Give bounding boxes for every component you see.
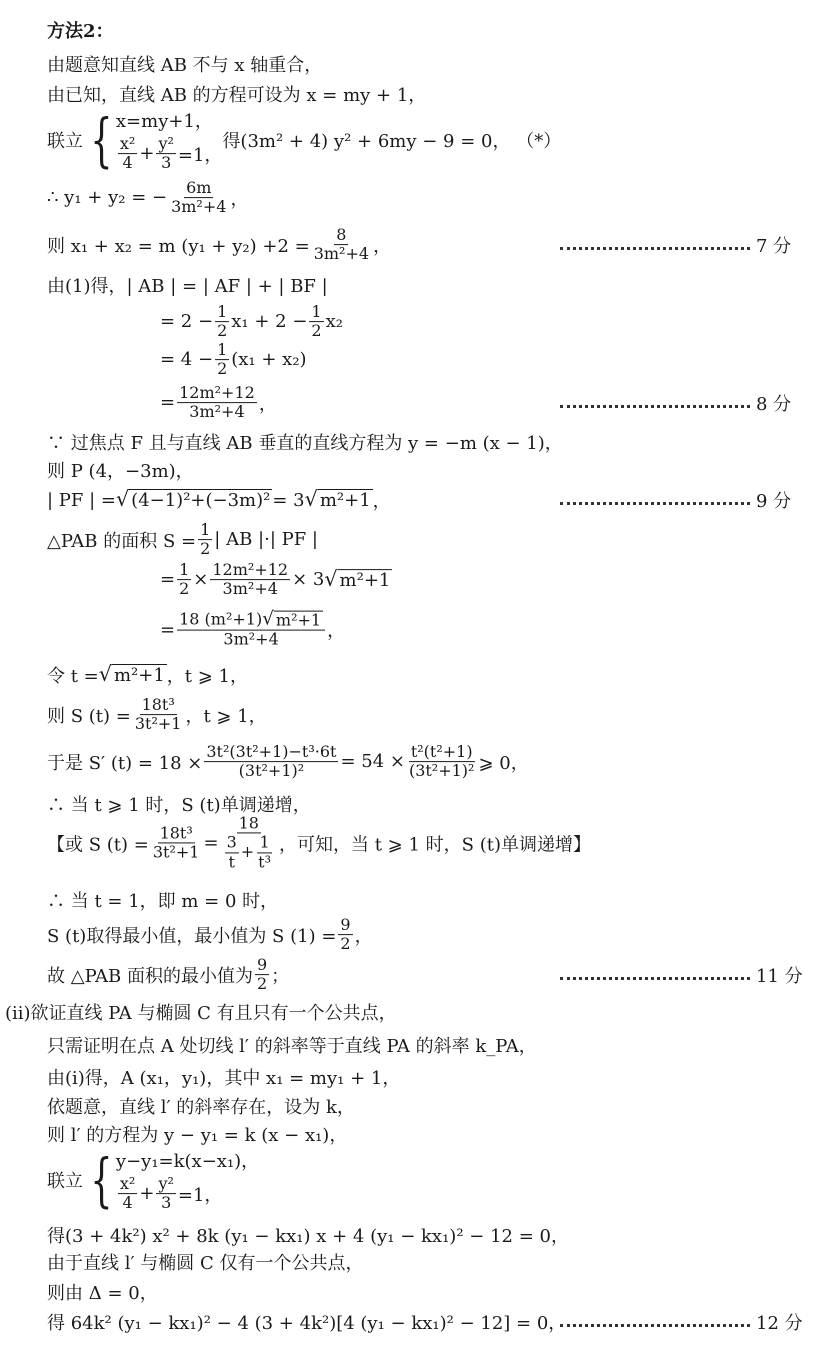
text-run: 3m²+4: [222, 579, 278, 599]
dotted-leader: [560, 1324, 750, 1327]
text-run: y−y₁=k(x−x₁)，: [115, 1151, 260, 1173]
denominator: [309, 323, 323, 341]
numerator: [215, 341, 229, 360]
text-run: 得(3 + 4k²) x² + 8k (y₁ − kx₁) x + 4 (y₁ − kx₁)² − 12 = 0，: [47, 1226, 569, 1247]
text-run: =: [203, 832, 219, 854]
solution-line: [47, 51, 322, 77]
text-run: (3t²+1)²: [238, 761, 305, 781]
radical-sign: √: [304, 487, 318, 511]
solution-line: [160, 341, 307, 379]
text-run: 依题意，直线 l′ 的斜率存在，设为 k，: [47, 1097, 355, 1118]
score-label: 11 分: [756, 966, 803, 987]
score-marker: [560, 962, 803, 988]
numerator: [118, 135, 137, 154]
text-run: 2: [256, 974, 268, 994]
text-run: ⩾ 0，: [478, 753, 529, 774]
solution-line: [47, 956, 289, 994]
denominator: [121, 1195, 135, 1213]
text-run: ∴ 当 t = 1，即 m = 0 时，: [47, 891, 279, 912]
text-run: 6m: [186, 178, 212, 198]
solution-line: [47, 272, 328, 298]
text-run: 故 △PAB 面积的最小值为: [47, 966, 253, 987]
fraction: [312, 226, 371, 264]
text-run: = 3: [272, 489, 305, 511]
radical-sign: √: [262, 608, 274, 630]
denominator: [256, 853, 273, 871]
fraction: [177, 561, 191, 599]
radical-sign: √: [98, 662, 112, 686]
denominator: [121, 155, 135, 173]
text-run: ，: [373, 236, 392, 257]
fraction: [156, 135, 175, 173]
system-row: [116, 1175, 259, 1213]
text-run: 令 t =: [47, 666, 99, 687]
radicand: [318, 489, 373, 511]
denominator: [221, 834, 277, 872]
left-brace: {: [90, 1146, 113, 1214]
text-run: 3t²+1: [134, 714, 182, 734]
system-row: [116, 107, 223, 133]
numerator: [184, 179, 213, 198]
text-run: ∴ y₁ + y₂ = −: [47, 187, 168, 209]
score-marker: [560, 1309, 803, 1335]
numerator: [215, 303, 229, 322]
square-root: [324, 569, 392, 591]
text-run: =1，: [177, 1185, 223, 1206]
fraction: [407, 743, 477, 781]
text-run: 9: [256, 955, 268, 975]
solution-line: [47, 1309, 566, 1335]
text-run: 2: [217, 359, 228, 379]
system-row: [116, 135, 223, 173]
text-run: ；: [271, 966, 290, 987]
fraction: [151, 824, 202, 862]
text-run: ∴ 当 t ⩾ 1 时，S (t)单调递增，: [47, 795, 311, 816]
fraction: [177, 384, 257, 422]
numerator: [334, 226, 348, 245]
solution-line: [47, 457, 194, 483]
text-run: 由(ⅰ)得，A (x₁，y₁)，其中 x₁ = my₁ + 1，: [47, 1068, 401, 1089]
text-run: ，: [230, 189, 249, 210]
solution-line: [160, 608, 346, 650]
text-run: 3m²+4: [171, 197, 227, 217]
text-run: | PF | =: [47, 489, 116, 511]
solution-line: [47, 791, 311, 817]
fraction: [169, 179, 228, 217]
text-run: =: [160, 569, 176, 591]
text-run: 4: [122, 1193, 133, 1213]
text-run: 得(3m² + 4) y² + 6my − 9 = 0， （*）: [222, 131, 562, 152]
numerator: [156, 135, 175, 154]
text-run: 18 (m²+1): [179, 609, 263, 629]
solution-line: [47, 743, 529, 781]
solution-line: [47, 81, 426, 107]
text-run: m²+1: [275, 610, 322, 630]
numerator: [309, 303, 323, 322]
text-run: 2: [217, 321, 228, 341]
denominator: [255, 976, 269, 994]
text-run: ，t ⩾ 1，: [185, 706, 267, 727]
fraction: [338, 916, 352, 954]
text-run: t²(t²+1): [410, 742, 473, 762]
numerator: [118, 1175, 137, 1194]
text-run: | AB |·| PF |: [214, 529, 318, 551]
text-run: x²: [119, 1174, 136, 1194]
text-run: m²+1: [339, 570, 391, 591]
denominator: [187, 404, 246, 422]
text-run: 2: [340, 934, 351, 954]
text-run: = 2 −: [160, 311, 214, 333]
solution-line: [47, 1032, 537, 1058]
text-run: 3: [161, 153, 172, 173]
square-root: [305, 489, 373, 511]
text-run: × 3: [292, 569, 325, 591]
radical-sign: √: [324, 567, 338, 591]
text-run: 则 l′ 的方程为 y − y₁ = k (x − x₁)，: [47, 1125, 348, 1146]
text-run: 4: [122, 153, 133, 173]
text-run: 12m²+12: [179, 383, 255, 403]
solution-line: [47, 1121, 347, 1147]
text-run: 18t³: [141, 695, 175, 715]
solution-line: [47, 429, 563, 455]
solution-line: [47, 1249, 364, 1275]
text-run: +: [139, 143, 155, 165]
text-run: 得 64k² (y₁ − kx₁)² − 4 (3 + 4k²)[4 (y₁ − kx₁)² − 12] = 0，: [47, 1313, 567, 1334]
square-root: [116, 489, 272, 511]
text-run: +: [240, 842, 255, 862]
square-root: [262, 608, 323, 630]
text-run: y²: [158, 134, 174, 154]
fraction: [177, 608, 325, 650]
system-row: [116, 1147, 259, 1173]
denominator: [237, 763, 307, 781]
text-run: x₁ + 2 −: [231, 311, 308, 333]
text-run: x₂: [325, 311, 343, 333]
text-run: 8: [336, 225, 347, 245]
text-run: 【或 S (t) =: [47, 833, 149, 855]
text-run: S (t)取得最小值，最小值为 S (1) =: [47, 926, 337, 947]
fraction: [225, 834, 239, 872]
denominator: [133, 716, 184, 734]
dotted-leader: [560, 977, 750, 980]
text-run: m²+1: [319, 490, 371, 511]
text-run: (ⅱ)欲证直线 PA 与椭圆 C 有且只有一个公共点，: [5, 1003, 397, 1024]
denominator: [226, 853, 236, 871]
text-run: 1: [179, 560, 190, 580]
score-label: 8 分: [756, 394, 792, 415]
numerator: [156, 1175, 175, 1194]
numerator: [255, 956, 269, 975]
dotted-leader: [560, 405, 750, 408]
numerator: [177, 608, 325, 631]
solution-line: [47, 1279, 158, 1305]
fraction: [118, 1175, 137, 1213]
text-run: 则 x₁ + x₂ = m (y₁ + y₂) +2 =: [47, 236, 310, 257]
numerator: [177, 384, 257, 403]
radicand: [338, 569, 393, 591]
solution-line: [47, 696, 267, 734]
text-run: x²: [119, 134, 136, 154]
text-run: +: [139, 1183, 155, 1205]
fraction: [256, 834, 273, 872]
solution-line: [160, 561, 392, 599]
text-run: 由已知，直线 AB 的方程可设为 x = my + 1，: [47, 85, 427, 106]
numerator: [210, 561, 290, 580]
denominator: [407, 763, 477, 781]
text-run: 1: [217, 302, 228, 322]
system-rows: [116, 1147, 259, 1213]
denominator: [312, 246, 371, 264]
text-run: ，: [258, 394, 277, 415]
text-run: 9: [340, 915, 351, 935]
text-run: 12m²+12: [212, 560, 289, 580]
denominator: [159, 1195, 173, 1213]
radicand: [129, 489, 272, 511]
solution-line: [47, 107, 561, 173]
denominator: [215, 323, 229, 341]
text-run: =1，: [177, 145, 223, 166]
fraction: [204, 743, 338, 781]
text-run: 则 S (t) =: [47, 706, 131, 727]
score-label: 7 分: [756, 236, 792, 257]
solution-line: [47, 1093, 355, 1119]
denominator: [177, 581, 191, 599]
text-run: 2: [311, 321, 322, 341]
text-run: (x₁ + x₂): [231, 349, 307, 371]
fraction: [118, 135, 137, 173]
denominator: [159, 155, 173, 173]
solution-line: [47, 916, 373, 954]
section-heading: [47, 17, 114, 43]
square-root: [99, 664, 167, 686]
score-label: 12 分: [756, 1313, 803, 1334]
score-marker: [560, 487, 791, 513]
denominator: [198, 541, 212, 559]
solution-line: [47, 487, 391, 513]
text-run: m²+1: [113, 665, 165, 686]
text-run: y²: [158, 1174, 174, 1194]
text-run: ，: [354, 926, 373, 947]
equation-system: [83, 1147, 259, 1213]
text-run: 3: [226, 832, 237, 852]
radical-sign: √: [115, 487, 130, 511]
radicand: [274, 611, 323, 630]
text-run: 3m²+4: [223, 630, 279, 649]
fraction: [133, 696, 184, 734]
text-run: 3t²(3t²+1)−t³·6t: [206, 742, 337, 762]
text-run: 联立: [47, 1171, 83, 1192]
numerator: [177, 561, 191, 580]
equation-system: [83, 107, 222, 173]
text-run: 由题意知直线 AB 不与 x 轴重合，: [47, 55, 323, 76]
system-rows: [116, 107, 223, 173]
solution-line: [47, 887, 278, 913]
solution-line: [47, 814, 591, 871]
fraction: [215, 341, 229, 379]
text-run: x=my+1，: [115, 111, 213, 133]
text-run: t³: [258, 852, 271, 872]
denominator: [169, 199, 228, 217]
text-run: ，: [327, 621, 346, 642]
text-run: 3m²+4: [313, 244, 370, 264]
score-marker: [560, 232, 791, 258]
numerator: [158, 824, 195, 843]
text-run: 联立: [47, 131, 83, 152]
dotted-leader: [560, 502, 750, 505]
solution-line: [47, 521, 318, 559]
radicand: [112, 664, 167, 686]
numerator: [204, 743, 338, 762]
fraction: [221, 814, 277, 871]
text-run: (4−1)²+(−3m)²: [131, 490, 271, 511]
text-run: =: [160, 392, 176, 414]
numerator: [140, 696, 177, 715]
numerator: [237, 814, 261, 833]
text-run: 由(1)得，| AB | = | AF | + | BF |: [47, 276, 328, 297]
text-run: = 54 ×: [340, 751, 405, 773]
text-run: 18: [238, 813, 259, 833]
text-run: ×: [193, 569, 209, 591]
text-run: 18t³: [159, 823, 193, 843]
denominator: [338, 936, 352, 954]
text-run: t: [228, 852, 235, 872]
text-run: = 4 −: [160, 349, 214, 371]
numerator: [225, 834, 239, 853]
text-run: ，可知，当 t ⩾ 1 时，S (t)单调递增】: [279, 833, 591, 855]
text-run: 3m²+4: [189, 402, 245, 422]
text-run: 3t²+1: [152, 842, 200, 862]
solution-line: [47, 1222, 569, 1248]
text-run: 1: [217, 340, 228, 360]
fraction: [255, 956, 269, 994]
numerator: [409, 743, 475, 762]
fraction: [156, 1175, 175, 1213]
text-run: 1: [200, 520, 211, 540]
solution-line: [47, 179, 248, 217]
text-run: △PAB 的面积 S =: [47, 531, 197, 552]
solution-line: [160, 384, 277, 422]
solution-line: [47, 1147, 259, 1213]
solution-line: [5, 999, 397, 1025]
denominator: [221, 581, 280, 599]
text-run: 方法2：: [47, 21, 114, 42]
text-run: 1: [311, 302, 322, 322]
solution-line: [47, 662, 248, 688]
text-run: 则 P (4，−3m)，: [47, 461, 194, 482]
text-run: 2: [179, 579, 190, 599]
text-run: 3: [161, 1193, 172, 1213]
denominator: [221, 631, 280, 649]
fraction: [210, 561, 290, 599]
dotted-leader: [560, 247, 750, 250]
fraction: [309, 303, 323, 341]
text-run: 2: [200, 539, 211, 559]
solution-line: [47, 226, 391, 264]
text-run: ，t ⩾ 1，: [166, 666, 248, 687]
denominator: [151, 843, 202, 861]
numerator: [257, 834, 271, 853]
score-label: 9 分: [756, 491, 792, 512]
solution-line: [47, 1064, 400, 1090]
text-run: (3t²+1)²: [408, 761, 475, 781]
text-run: 只需证明在点 A 处切线 l′ 的斜率等于直线 PA 的斜率 k_PA，: [47, 1036, 537, 1057]
text-run: 1: [259, 832, 270, 852]
text-run: ∵ 过焦点 F 且与直线 AB 垂直的直线方程为 y = −m (x − 1)，: [47, 433, 563, 454]
text-run: 于是 S′ (t) = 18 ×: [47, 753, 203, 774]
text-run: 由于直线 l′ 与椭圆 C 仅有一个公共点，: [47, 1253, 364, 1274]
numerator: [198, 521, 212, 540]
score-marker: [560, 390, 791, 416]
left-brace: {: [90, 106, 113, 174]
text-run: =: [160, 619, 176, 641]
fraction: [198, 521, 212, 559]
text-run: ，: [372, 491, 391, 512]
numerator: [338, 916, 352, 935]
fraction: [215, 303, 229, 341]
solution-line: [160, 303, 343, 341]
text-run: 则由 Δ = 0，: [47, 1283, 158, 1304]
denominator: [215, 361, 229, 379]
